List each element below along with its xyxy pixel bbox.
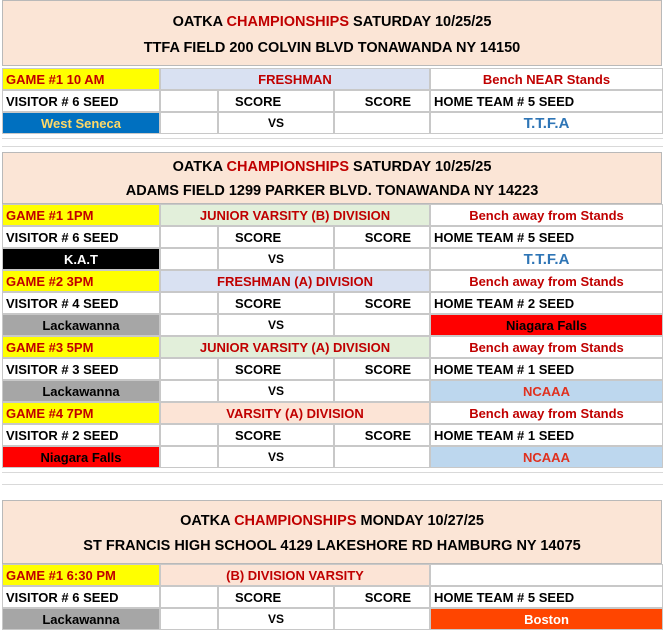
visitor-score-cell[interactable] xyxy=(160,112,218,134)
section-header xyxy=(2,500,662,564)
title-championships: CHAMPIONSHIPS xyxy=(234,513,357,529)
championship-title xyxy=(3,513,661,529)
division-cell[interactable]: (B) DIVISION VARSITY xyxy=(160,564,430,586)
home-score-cell[interactable] xyxy=(334,446,430,468)
vs-cell[interactable]: VS xyxy=(218,446,334,468)
title-date: SATURDAY 10/25/25 xyxy=(349,14,492,30)
home-seed-label[interactable]: HOME TEAM # 1 SEED xyxy=(430,424,663,446)
home-seed-label[interactable]: HOME TEAM # 1 SEED xyxy=(430,358,663,380)
title-date: SATURDAY 10/25/25 xyxy=(349,159,492,175)
visitor-score-label[interactable]: SCORE xyxy=(218,586,334,608)
home-seed-label[interactable]: HOME TEAM # 5 SEED xyxy=(430,90,663,112)
vs-cell[interactable]: VS xyxy=(218,380,334,402)
title-championships: CHAMPIONSHIPS xyxy=(226,159,350,175)
labels-row xyxy=(2,586,663,608)
visitor-team-cell[interactable]: K.A.T xyxy=(2,248,160,270)
spacer-cell[interactable] xyxy=(160,90,218,112)
home-seed-label[interactable]: HOME TEAM # 5 SEED xyxy=(430,226,663,248)
division-cell[interactable]: VARSITY (A) DIVISION xyxy=(160,402,430,424)
venue-address: ADAMS FIELD 1299 PARKER BLVD. TONAWANDA NY 14223 xyxy=(125,183,539,199)
labels-row xyxy=(2,292,663,314)
teams-row xyxy=(2,446,663,468)
visitor-score-cell[interactable] xyxy=(160,608,218,630)
labels-row xyxy=(2,226,663,248)
visitor-score-label[interactable]: SCORE xyxy=(218,358,334,380)
visitor-seed-label[interactable]: VISITOR # 6 SEED xyxy=(2,226,160,248)
bench-cell[interactable]: Bench away from Stands xyxy=(430,270,663,292)
home-team-cell[interactable]: NCAAA xyxy=(430,446,663,468)
visitor-score-label[interactable]: SCORE xyxy=(218,90,334,112)
spacer-gridline xyxy=(2,138,663,139)
home-score-label[interactable]: SCORE xyxy=(334,292,430,314)
visitor-score-label[interactable]: SCORE xyxy=(218,226,334,248)
teams-row xyxy=(2,248,663,270)
home-score-cell[interactable] xyxy=(334,112,430,134)
home-team-cell[interactable]: Boston xyxy=(430,608,663,630)
teams-row xyxy=(2,608,663,630)
visitor-team-cell[interactable]: Niagara Falls xyxy=(2,446,160,468)
game-header-row xyxy=(2,564,663,586)
spacer-cell[interactable] xyxy=(160,586,218,608)
game-time-cell[interactable]: GAME #2 3PM xyxy=(2,270,160,292)
championship-title xyxy=(3,14,661,30)
home-score-label[interactable]: SCORE xyxy=(334,424,430,446)
home-seed-label[interactable]: HOME TEAM # 2 SEED xyxy=(430,292,663,314)
home-score-cell[interactable] xyxy=(334,380,430,402)
vs-cell[interactable]: VS xyxy=(218,314,334,336)
visitor-score-cell[interactable] xyxy=(160,446,218,468)
spacer-cell[interactable] xyxy=(160,424,218,446)
vs-cell[interactable]: VS xyxy=(218,112,334,134)
visitor-seed-label[interactable]: VISITOR # 6 SEED xyxy=(2,90,160,112)
home-score-label[interactable]: SCORE xyxy=(334,90,430,112)
visitor-team-cell[interactable]: Lackawanna xyxy=(2,608,160,630)
teams-row xyxy=(2,112,663,134)
championship-title xyxy=(3,159,661,175)
home-score-label[interactable]: SCORE xyxy=(334,358,430,380)
spacer-gridline xyxy=(2,472,663,473)
game-header-row xyxy=(2,336,663,358)
title-championships: CHAMPIONSHIPS xyxy=(226,14,350,30)
visitor-score-cell[interactable] xyxy=(160,380,218,402)
home-score-cell[interactable] xyxy=(334,248,430,270)
teams-row xyxy=(2,380,663,402)
game-header-row xyxy=(2,270,663,292)
visitor-score-cell[interactable] xyxy=(160,248,218,270)
bench-cell[interactable] xyxy=(430,564,663,586)
division-cell[interactable]: FRESHMAN (A) DIVISION xyxy=(160,270,430,292)
venue-address: ST FRANCIS HIGH SCHOOL 4129 LAKESHORE RD HAMBURG NY 14075 xyxy=(83,538,581,554)
visitor-team-cell[interactable]: West Seneca xyxy=(2,112,160,134)
visitor-team-cell[interactable]: Lackawanna xyxy=(2,380,160,402)
game-time-cell[interactable]: GAME #3 5PM xyxy=(2,336,160,358)
home-team-cell[interactable]: NCAAA xyxy=(430,380,663,402)
bench-cell[interactable]: Bench away from Stands xyxy=(430,204,663,226)
game-time-cell[interactable]: GAME #1 10 AM xyxy=(2,68,160,90)
game-header-row xyxy=(2,402,663,424)
visitor-score-label[interactable]: SCORE xyxy=(218,424,334,446)
labels-row xyxy=(2,358,663,380)
game-header-row xyxy=(2,68,663,90)
home-team-cell[interactable]: Niagara Falls xyxy=(430,314,663,336)
visitor-seed-label[interactable]: VISITOR # 2 SEED xyxy=(2,424,160,446)
visitor-team-cell[interactable]: Lackawanna xyxy=(2,314,160,336)
title-prefix: OATKA xyxy=(172,14,227,30)
title-date: MONDAY 10/27/25 xyxy=(356,513,484,529)
division-cell[interactable]: FRESHMAN xyxy=(160,68,430,90)
spacer-gridline xyxy=(2,484,663,485)
visitor-seed-label[interactable]: VISITOR # 4 SEED xyxy=(2,292,160,314)
visitor-seed-label[interactable]: VISITOR # 6 SEED xyxy=(2,586,160,608)
labels-row xyxy=(2,90,663,112)
spacer-cell[interactable] xyxy=(160,358,218,380)
game-time-cell[interactable]: GAME #1 6:30 PM xyxy=(2,564,160,586)
teams-row xyxy=(2,314,663,336)
home-score-label[interactable]: SCORE xyxy=(334,226,430,248)
division-cell[interactable]: JUNIOR VARSITY (B) DIVISION xyxy=(160,204,430,226)
section-header xyxy=(2,0,662,66)
venue-address: TTFA FIELD 200 COLVIN BLVD TONAWANDA NY 14150 xyxy=(143,40,521,56)
division-cell[interactable]: JUNIOR VARSITY (A) DIVISION xyxy=(160,336,430,358)
section-header xyxy=(2,152,662,204)
spacer-gridline xyxy=(2,146,663,147)
vs-cell[interactable]: VS xyxy=(218,608,334,630)
game-time-cell[interactable]: GAME #4 7PM xyxy=(2,402,160,424)
game-time-cell[interactable]: GAME #1 1PM xyxy=(2,204,160,226)
home-seed-label[interactable]: HOME TEAM # 5 SEED xyxy=(430,586,663,608)
visitor-seed-label[interactable]: VISITOR # 3 SEED xyxy=(2,358,160,380)
spacer-cell[interactable] xyxy=(160,292,218,314)
home-team-cell[interactable]: T.T.F.A xyxy=(430,112,663,134)
vs-cell[interactable]: VS xyxy=(218,248,334,270)
home-score-cell[interactable] xyxy=(334,608,430,630)
bench-cell[interactable]: Bench away from Stands xyxy=(430,336,663,358)
home-score-cell[interactable] xyxy=(334,314,430,336)
visitor-score-cell[interactable] xyxy=(160,314,218,336)
spacer-cell[interactable] xyxy=(160,226,218,248)
title-prefix: OATKA xyxy=(180,513,235,529)
home-team-cell[interactable]: T.T.F.A xyxy=(430,248,663,270)
title-prefix: OATKA xyxy=(172,159,227,175)
bench-cell[interactable]: Bench away from Stands xyxy=(430,402,663,424)
labels-row xyxy=(2,424,663,446)
visitor-score-label[interactable]: SCORE xyxy=(218,292,334,314)
home-score-label[interactable]: SCORE xyxy=(334,586,430,608)
bench-cell[interactable]: Bench NEAR Stands xyxy=(430,68,663,90)
game-header-row xyxy=(2,204,663,226)
